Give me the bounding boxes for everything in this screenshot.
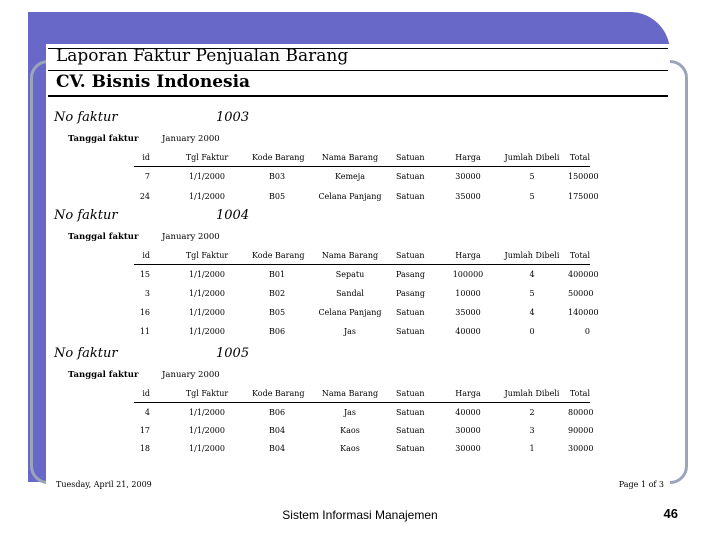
- column-header-kode-barang: Kode Barang: [252, 389, 305, 398]
- cell-tgl-faktur: 1/1/2000: [189, 289, 225, 298]
- column-header-nama-barang: Nama Barang: [321, 153, 379, 162]
- report-title: Laporan Faktur Penjualan Barang: [56, 46, 349, 66]
- cell-total: 50000: [568, 289, 594, 298]
- cell-satuan: Satuan: [396, 426, 425, 435]
- cell-satuan: Satuan: [396, 192, 425, 201]
- cell-jumlah-dibeli: 4: [529, 270, 535, 279]
- cell-total: 400000: [568, 270, 599, 279]
- invoice-date-label: Tanggal faktur: [68, 370, 139, 380]
- cell-jumlah-dibeli: 3: [529, 426, 535, 435]
- column-header-id: id: [142, 153, 150, 162]
- cell-satuan: Pasang: [396, 270, 425, 279]
- cell-harga: 30000: [455, 172, 481, 181]
- slide-number: 46: [663, 506, 678, 521]
- cell-kode-barang: B06: [268, 327, 286, 336]
- cell-harga: 100000: [452, 270, 484, 279]
- cell-jumlah-dibeli: 2: [529, 408, 535, 417]
- column-header-total: Total: [569, 153, 590, 162]
- column-header-harga: Harga: [455, 251, 481, 260]
- cell-harga: 35000: [455, 308, 481, 317]
- cell-total: 30000: [568, 444, 594, 453]
- cell-total: 0: [584, 327, 590, 336]
- cell-id: 7: [144, 172, 150, 181]
- column-header-id: id: [142, 251, 150, 260]
- cell-nama-barang: Jas: [343, 327, 357, 336]
- column-header-id: id: [142, 389, 150, 398]
- cell-nama-barang: Sandal: [336, 289, 364, 298]
- cell-harga: 35000: [455, 192, 481, 201]
- cell-harga: 40000: [455, 327, 481, 336]
- cell-nama-barang: Celana Panjang: [318, 308, 382, 317]
- cell-id: 24: [139, 192, 150, 201]
- cell-kode-barang: B05: [268, 192, 286, 201]
- cell-kode-barang: B04: [268, 444, 286, 453]
- cell-total: 140000: [568, 308, 599, 317]
- column-header-kode-barang: Kode Barang: [252, 251, 305, 260]
- invoice-number: 1004: [216, 208, 250, 223]
- cell-nama-barang: Sepatu: [335, 270, 365, 279]
- column-header-nama-barang: Nama Barang: [321, 389, 379, 398]
- cell-tgl-faktur: 1/1/2000: [189, 408, 225, 417]
- cell-harga: 30000: [455, 426, 481, 435]
- table-row: [134, 270, 599, 282]
- column-header-jumlah-dibeli: Jumlah Dibeli: [504, 153, 560, 162]
- cell-tgl-faktur: 1/1/2000: [189, 308, 225, 317]
- cell-tgl-faktur: 1/1/2000: [189, 444, 225, 453]
- table-row: [134, 192, 599, 204]
- cell-id: 4: [144, 408, 150, 417]
- cell-kode-barang: B06: [268, 408, 286, 417]
- column-header-harga: Harga: [455, 389, 481, 398]
- cell-kode-barang: B04: [268, 426, 286, 435]
- column-header-jumlah-dibeli: Jumlah Dibeli: [504, 389, 560, 398]
- report-footer-date: Tuesday, April 21, 2009: [56, 480, 152, 489]
- cell-tgl-faktur: 1/1/2000: [189, 192, 225, 201]
- column-header-harga: Harga: [455, 153, 481, 162]
- invoice-date-value: January 2000: [162, 232, 220, 242]
- cell-total: 175000: [568, 192, 599, 201]
- cell-nama-barang: Jas: [343, 408, 357, 417]
- table-row: [134, 172, 599, 184]
- cell-harga: 40000: [455, 408, 481, 417]
- cell-id: 16: [139, 308, 150, 317]
- column-header-tgl-faktur: Tgl Faktur: [185, 153, 229, 162]
- invoice-date-label: Tanggal faktur: [68, 232, 139, 242]
- column-header-tgl-faktur: Tgl Faktur: [185, 389, 229, 398]
- cell-total: 150000: [568, 172, 599, 181]
- header-rule: [48, 70, 668, 71]
- table-header: [134, 388, 590, 403]
- invoice-date-label: Tanggal faktur: [68, 134, 139, 144]
- table-row: [134, 444, 594, 456]
- column-header-total: Total: [569, 389, 590, 398]
- column-header-jumlah-dibeli: Jumlah Dibeli: [504, 251, 560, 260]
- cell-kode-barang: B02: [268, 289, 286, 298]
- cell-harga: 10000: [455, 289, 481, 298]
- invoice-date-value: January 2000: [162, 370, 220, 380]
- cell-tgl-faktur: 1/1/2000: [189, 172, 225, 181]
- invoice-label: No faktur: [54, 110, 118, 125]
- header-rule: [48, 95, 668, 97]
- cell-kode-barang: B05: [268, 308, 286, 317]
- cell-satuan: Satuan: [396, 444, 425, 453]
- cell-total: 80000: [568, 408, 594, 417]
- cell-nama-barang: Kemeja: [334, 172, 366, 181]
- cell-jumlah-dibeli: 1: [529, 444, 535, 453]
- column-header-kode-barang: Kode Barang: [252, 153, 305, 162]
- table-row: [134, 426, 594, 438]
- cell-tgl-faktur: 1/1/2000: [189, 327, 225, 336]
- company-name: CV. Bisnis Indonesia: [56, 72, 251, 92]
- invoice-date-value: January 2000: [162, 134, 220, 144]
- table-row: [134, 308, 599, 320]
- cell-nama-barang: Celana Panjang: [318, 192, 382, 201]
- column-header-satuan: Satuan: [396, 389, 425, 398]
- cell-id: 15: [139, 270, 150, 279]
- cell-satuan: Satuan: [396, 172, 425, 181]
- cell-satuan: Satuan: [396, 408, 425, 417]
- cell-jumlah-dibeli: 5: [529, 289, 535, 298]
- table-header: [134, 250, 590, 265]
- cell-jumlah-dibeli: 0: [529, 327, 535, 336]
- table-row: [134, 289, 594, 301]
- column-header-satuan: Satuan: [396, 153, 425, 162]
- cell-satuan: Satuan: [396, 308, 425, 317]
- column-header-tgl-faktur: Tgl Faktur: [185, 251, 229, 260]
- report-page: [46, 44, 670, 492]
- slide-footer: Sistem Informasi Manajemen: [282, 508, 438, 522]
- cell-total: 90000: [568, 426, 594, 435]
- cell-kode-barang: B01: [268, 270, 286, 279]
- column-header-nama-barang: Nama Barang: [321, 251, 379, 260]
- cell-tgl-faktur: 1/1/2000: [189, 270, 225, 279]
- table-row: [134, 327, 590, 339]
- cell-jumlah-dibeli: 5: [529, 192, 535, 201]
- cell-id: 11: [139, 327, 150, 336]
- cell-id: 18: [139, 444, 150, 453]
- column-header-total: Total: [569, 251, 590, 260]
- cell-nama-barang: Kaos: [340, 444, 360, 453]
- invoice-label: No faktur: [54, 208, 118, 223]
- invoice-number: 1003: [216, 110, 250, 125]
- table-header: [134, 152, 590, 167]
- cell-tgl-faktur: 1/1/2000: [189, 426, 225, 435]
- cell-satuan: Satuan: [396, 327, 425, 336]
- cell-id: 17: [139, 426, 150, 435]
- cell-jumlah-dibeli: 4: [529, 308, 535, 317]
- cell-nama-barang: Kaos: [340, 426, 360, 435]
- invoice-label: No faktur: [54, 346, 118, 361]
- cell-satuan: Pasang: [396, 289, 425, 298]
- table-row: [134, 408, 594, 420]
- cell-id: 3: [144, 289, 150, 298]
- column-header-satuan: Satuan: [396, 251, 425, 260]
- cell-harga: 30000: [455, 444, 481, 453]
- invoice-number: 1005: [216, 346, 250, 361]
- report-footer-page: Page 1 of 3: [618, 480, 664, 489]
- cell-jumlah-dibeli: 5: [529, 172, 535, 181]
- cell-kode-barang: B03: [268, 172, 286, 181]
